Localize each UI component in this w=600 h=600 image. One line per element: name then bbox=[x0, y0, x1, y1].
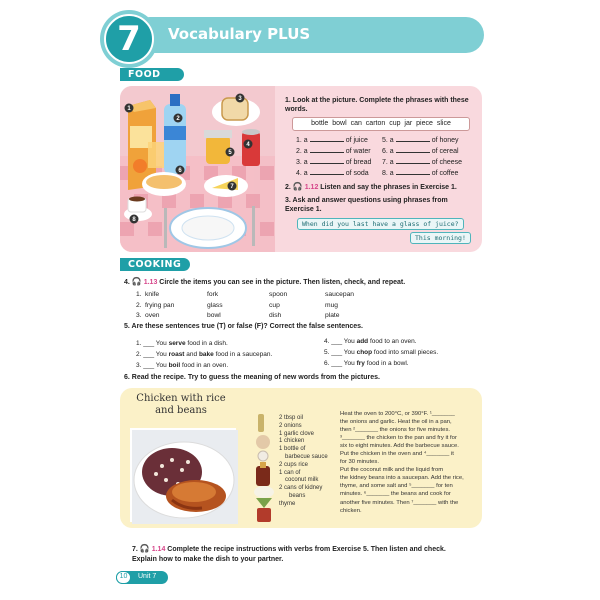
vocab-item[interactable]: mug bbox=[325, 301, 339, 309]
exercise-3-text: Ask and answer questions using phrases from Exercise 1. bbox=[285, 197, 448, 213]
method-line: another five minutes. Then ⁷_______ with the bbox=[340, 499, 459, 506]
pic-number-5: 5 bbox=[228, 150, 232, 156]
exercise-4 bbox=[124, 277, 405, 286]
pic-number-4: 4 bbox=[246, 142, 250, 148]
vocab-item[interactable]: frying pan bbox=[145, 301, 175, 309]
phrase-number: 2. bbox=[296, 148, 302, 155]
phrase-2 bbox=[296, 146, 371, 157]
tf-text: You bbox=[155, 351, 169, 358]
phrase-number: 6. bbox=[382, 148, 388, 155]
vocab-row-1 bbox=[136, 290, 354, 301]
phrase-article: a bbox=[303, 159, 308, 166]
tf-blank[interactable]: ___ bbox=[331, 338, 343, 345]
phrase-article: a bbox=[303, 137, 308, 144]
phrase-number: 4. bbox=[296, 170, 302, 177]
food-illustration bbox=[120, 86, 275, 252]
tf-item-5 bbox=[324, 347, 438, 358]
method-line: minutes. ⁶_______ the beans and cook for bbox=[340, 491, 451, 498]
speech-bubble-answer: This morning! bbox=[410, 232, 471, 244]
breakfast-table-illustration bbox=[120, 86, 275, 252]
phrase-5 bbox=[382, 135, 462, 146]
tf-verb: serve bbox=[168, 340, 186, 347]
vocab-item[interactable]: fork bbox=[207, 291, 219, 298]
tf-item-4 bbox=[324, 336, 438, 347]
tf-item-6 bbox=[324, 358, 438, 369]
phrase-ending: of juice bbox=[345, 137, 368, 144]
phrases-right bbox=[382, 135, 462, 179]
vocab-row-number: 1. bbox=[136, 291, 142, 298]
method-line: six to eight minutes. Add the barbecue sauce. bbox=[340, 443, 459, 450]
exercise-6-text: Read the recipe. Try to guess the meaning of new words from the pictures. bbox=[131, 374, 380, 381]
tf-text: You bbox=[343, 338, 357, 345]
tf-blank[interactable]: ___ bbox=[331, 360, 343, 367]
phrase-number: 1. bbox=[296, 137, 302, 144]
exercise-1-number: 1. bbox=[285, 97, 291, 104]
true-false-left bbox=[136, 338, 272, 371]
answer-blank[interactable] bbox=[310, 174, 344, 175]
unit-badge bbox=[104, 14, 154, 64]
section-label-cooking: COOKING bbox=[120, 258, 190, 271]
method-line: the onions and garlic. Heat the oil in a pan, bbox=[340, 419, 452, 426]
tf-blank[interactable]: ___ bbox=[143, 351, 155, 358]
phrase-number: 3. bbox=[296, 159, 302, 166]
ingredient-item: 1 can of bbox=[279, 469, 301, 476]
answer-blank[interactable] bbox=[396, 152, 430, 153]
ingredient-item: 1 bottle of bbox=[279, 446, 306, 453]
answer-blank[interactable] bbox=[310, 152, 344, 153]
pic-number-1: 1 bbox=[127, 106, 131, 112]
pic-number-2: 2 bbox=[176, 116, 180, 122]
tf-number: 3. bbox=[136, 362, 142, 369]
vocab-row-number: 2. bbox=[136, 301, 142, 309]
exercise-1 bbox=[285, 96, 473, 114]
phrase-article: a bbox=[389, 170, 394, 177]
tf-number: 4. bbox=[324, 338, 330, 345]
vocab-row-2 bbox=[136, 301, 354, 312]
tf-text: food in a dish. bbox=[185, 340, 228, 347]
ingredient-item: beans bbox=[289, 492, 306, 499]
method-line: Put the chicken in the oven and ⁴_______ it bbox=[340, 451, 454, 458]
phrase-3 bbox=[296, 157, 371, 168]
tf-item-3 bbox=[136, 360, 272, 371]
phrase-ending: of cereal bbox=[431, 148, 459, 155]
tf-verb: boil bbox=[168, 362, 181, 369]
exercise-6-number: 6. bbox=[124, 374, 130, 381]
tf-item-1 bbox=[136, 338, 272, 349]
exercise-7-text: Complete the recipe instructions with verbs from Exercise 5. Then listen and check. Explain how to make the dish to your partner. bbox=[132, 546, 446, 563]
method-line: then ²_______ the onions for five minutes. bbox=[340, 427, 451, 434]
page-number: 10 bbox=[116, 571, 131, 584]
vocab-item[interactable]: bowl bbox=[207, 312, 221, 319]
exercise-2 bbox=[285, 182, 475, 192]
true-false-right bbox=[324, 336, 438, 369]
phrase-4 bbox=[296, 168, 371, 179]
phrase-ending: of honey bbox=[431, 137, 459, 144]
ingredient-item: 2 tbsp oil bbox=[279, 415, 304, 421]
ingredients-illustration bbox=[252, 412, 278, 524]
vocab-item[interactable]: knife bbox=[145, 291, 160, 298]
vocab-item[interactable]: oven bbox=[145, 312, 160, 319]
unit-number: 7 bbox=[117, 19, 141, 59]
tf-text: You bbox=[155, 340, 169, 347]
exercise-4-number: 4. bbox=[124, 279, 130, 286]
phrases-left bbox=[296, 135, 371, 179]
phrase-1 bbox=[296, 135, 371, 146]
vocab-item[interactable]: plate bbox=[325, 312, 340, 319]
method-line: for 30 minutes. bbox=[340, 459, 379, 466]
ingredient-icons bbox=[252, 412, 278, 524]
tf-verb: fry bbox=[356, 360, 365, 367]
word-box: bottle bowl can carton cup jar piece slice bbox=[292, 117, 470, 131]
exercise-5 bbox=[124, 323, 363, 330]
speech-bubble-question: When did you last have a glass of juice? bbox=[297, 218, 464, 230]
ingredient-item: 2 cups rice bbox=[279, 461, 309, 468]
ingredient-item: 2 cans of kidney bbox=[279, 485, 323, 492]
tf-text: food in a saucepan. bbox=[213, 351, 273, 358]
tf-text: and bbox=[184, 351, 199, 358]
vocab-item[interactable]: spoon bbox=[269, 291, 288, 298]
answer-blank[interactable] bbox=[310, 141, 344, 142]
chicken-rice-photo bbox=[132, 430, 238, 524]
footer-unit-tag: Unit 7 bbox=[116, 571, 168, 584]
tf-text: food in an oven. bbox=[180, 362, 229, 369]
phrase-ending: of water bbox=[345, 148, 371, 155]
audio-track-number: 1.12 bbox=[304, 184, 319, 191]
phrase-6 bbox=[382, 146, 462, 157]
tf-number: 5. bbox=[324, 349, 330, 356]
ingredient-item: 2 onions bbox=[279, 422, 302, 429]
method-line: the kidney beans into a saucepan. Add the rice, bbox=[340, 475, 464, 482]
answer-blank[interactable] bbox=[310, 163, 344, 164]
exercise-6 bbox=[124, 374, 380, 381]
section-label-food: FOOD bbox=[120, 68, 184, 81]
tf-blank[interactable]: ___ bbox=[331, 349, 343, 356]
tf-number: 6. bbox=[324, 360, 330, 367]
audio-track-number: 1.13 bbox=[143, 279, 158, 286]
answer-blank[interactable] bbox=[396, 163, 430, 164]
exercise-5-text: Are these sentences true (T) or false (F)? Correct the false sentences. bbox=[131, 323, 363, 330]
headphones-icon[interactable]: 🎧 bbox=[139, 544, 150, 553]
phrase-ending: of coffee bbox=[431, 170, 459, 177]
page-title: Vocabulary PLUS bbox=[168, 25, 311, 43]
vocab-item[interactable]: glass bbox=[207, 301, 223, 309]
headphones-icon[interactable]: 🎧 bbox=[131, 277, 142, 286]
method-line: ³_______ the chicken to the pan and fry it for bbox=[340, 435, 457, 442]
ingredient-item: thyme bbox=[279, 500, 296, 507]
tf-text: food into small pieces. bbox=[372, 349, 439, 356]
tf-text: food in a bowl. bbox=[364, 360, 409, 367]
pic-number-7: 7 bbox=[230, 184, 234, 190]
pic-number-3: 3 bbox=[238, 96, 242, 102]
tf-number: 2. bbox=[136, 351, 142, 358]
exercise-4-text: Circle the items you can see in the picture. Then listen, check, and repeat. bbox=[159, 279, 406, 286]
headphones-icon[interactable]: 🎧 bbox=[292, 182, 303, 191]
exercise-7 bbox=[132, 544, 462, 564]
ingredients-list bbox=[279, 415, 331, 509]
tf-verb: add bbox=[356, 338, 369, 345]
answer-blank[interactable] bbox=[396, 174, 430, 175]
vocab-item[interactable]: dish bbox=[269, 312, 282, 319]
tf-item-2 bbox=[136, 349, 272, 360]
tf-number: 1. bbox=[136, 340, 142, 347]
exercise-1-text: Look at the picture. Complete the phrases with these words. bbox=[285, 97, 469, 113]
answer-blank[interactable] bbox=[396, 141, 430, 142]
method-line: thyme, and some salt and ⁵_______ for ten bbox=[340, 483, 453, 490]
tf-verb: bake bbox=[198, 351, 214, 358]
vocab-item[interactable]: cup bbox=[269, 301, 280, 309]
tf-verb: roast bbox=[168, 351, 185, 358]
phrase-ending: of bread bbox=[345, 159, 372, 166]
recipe-photo bbox=[130, 428, 236, 522]
phrase-article: a bbox=[389, 159, 394, 166]
exercise-3 bbox=[285, 196, 465, 214]
tf-blank[interactable]: ___ bbox=[143, 362, 155, 369]
exercise-2-number: 2. bbox=[285, 184, 291, 191]
phrase-number: 7. bbox=[382, 159, 388, 166]
exercise-2-text: Listen and say the phrases in Exercise 1. bbox=[320, 184, 457, 191]
tf-text: You bbox=[343, 349, 357, 356]
method-line: Put the coconut milk and the liquid from bbox=[340, 467, 444, 474]
phrase-8 bbox=[382, 168, 462, 179]
pic-number-6: 6 bbox=[178, 168, 182, 174]
phrase-article: a bbox=[303, 148, 308, 155]
vocabulary-grid bbox=[136, 290, 354, 322]
phrase-7 bbox=[382, 157, 462, 168]
phrase-ending: of soda bbox=[345, 170, 369, 177]
phrase-number: 5. bbox=[382, 137, 388, 144]
exercise-3-number: 3. bbox=[285, 197, 291, 204]
vocab-row-number: 3. bbox=[136, 312, 142, 319]
tf-text: You bbox=[343, 360, 357, 367]
vocab-row-3 bbox=[136, 311, 354, 322]
phrase-article: a bbox=[303, 170, 308, 177]
tf-text: food to an oven. bbox=[368, 338, 417, 345]
exercise-5-number: 5. bbox=[124, 323, 130, 330]
phrase-article: a bbox=[389, 148, 394, 155]
recipe-method bbox=[340, 410, 474, 515]
phrase-ending: of cheese bbox=[431, 159, 463, 166]
method-line: Heat the oven to 200°C, or 390°F. ¹_______ bbox=[340, 411, 455, 417]
phrase-number: 8. bbox=[382, 170, 388, 177]
tf-text: You bbox=[155, 362, 169, 369]
vocab-item[interactable]: saucepan bbox=[325, 291, 355, 298]
recipe-title: Chicken with rice and beans bbox=[136, 393, 226, 416]
exercise-7-number: 7. bbox=[132, 546, 138, 553]
tf-verb: chop bbox=[356, 349, 373, 356]
audio-track-number: 1.14 bbox=[151, 546, 166, 553]
method-line: chicken. bbox=[340, 507, 362, 514]
tf-blank[interactable]: ___ bbox=[143, 340, 155, 347]
ingredient-item: 1 chicken bbox=[279, 438, 305, 445]
ingredient-item: coconut milk bbox=[285, 477, 319, 484]
ingredient-item: 1 garlic clove bbox=[279, 430, 315, 437]
pic-number-8: 8 bbox=[132, 217, 136, 223]
ingredient-item: barbecue sauce bbox=[285, 453, 328, 460]
phrase-article: a bbox=[389, 137, 394, 144]
